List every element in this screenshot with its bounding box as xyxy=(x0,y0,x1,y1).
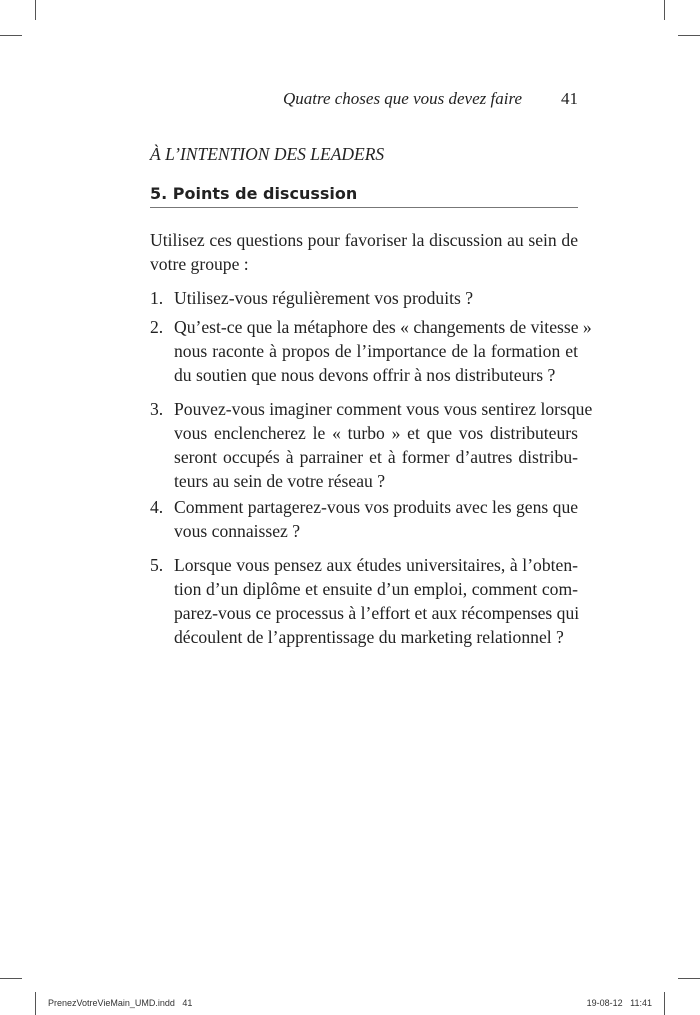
text-line: vous enclencherez le « turbo » et que vos distributeurs xyxy=(174,423,578,443)
item-number: 4. xyxy=(150,497,164,517)
text-line: Comment partagerez-vous vos produits avec les gens que xyxy=(174,497,579,517)
text-line: seront occupés à parrainer et à former d’autres distribu- xyxy=(174,447,578,467)
item-number: 1. xyxy=(150,288,164,308)
crop-mark xyxy=(35,0,36,20)
item-number: 5. xyxy=(150,555,164,575)
section-label: À L’INTENTION DES LEADERS xyxy=(150,144,385,164)
text-line: vous connaissez ? xyxy=(174,521,301,541)
crop-mark xyxy=(678,35,700,36)
text-line: du soutien que nous devons offrir à nos distributeurs ? xyxy=(174,365,556,385)
crop-mark xyxy=(0,978,22,979)
crop-mark xyxy=(0,35,22,36)
list-item xyxy=(150,286,578,310)
section-heading: 5. Points de discussion xyxy=(150,184,358,203)
page-number: 41 xyxy=(561,89,578,108)
text-line: tion d’un diplôme et ensuite d’un emploi, comment com- xyxy=(174,579,578,599)
slug-date: 19-08-12 11:41 xyxy=(586,998,652,1008)
list-item xyxy=(150,495,578,543)
text-line: Qu’est-ce que la métaphore des « changements de vitesse » xyxy=(174,317,592,337)
crop-mark xyxy=(664,992,665,1015)
item-text xyxy=(174,495,578,543)
text-line: nous raconte à propos de l’importance de la formation et xyxy=(174,341,578,361)
item-number: 3. xyxy=(150,399,164,419)
crop-mark xyxy=(664,0,665,20)
text-line: votre groupe : xyxy=(150,254,249,274)
crop-mark xyxy=(678,978,700,979)
text-line: découlent de l’apprentissage du marketing relationnel ? xyxy=(174,627,564,647)
item-text xyxy=(174,286,578,310)
running-title: Quatre choses que vous devez faire xyxy=(282,89,522,108)
text-line: Pouvez-vous imaginer comment vous vous sentirez lorsque xyxy=(174,399,593,419)
list-item xyxy=(150,397,593,493)
text-line: Utilisez ces questions pour favoriser la discussion au sein de xyxy=(150,230,578,250)
text-line: Lorsque vous pensez aux études universitaires, à l’obten- xyxy=(174,555,578,575)
heading-rule xyxy=(150,207,578,208)
item-text xyxy=(174,315,592,387)
item-text xyxy=(174,553,578,649)
list-item xyxy=(150,553,578,649)
item-number: 2. xyxy=(150,317,164,337)
intro-paragraph xyxy=(150,228,578,276)
list-item xyxy=(150,315,592,387)
crop-mark xyxy=(35,992,36,1015)
text-line: Utilisez-vous régulièrement vos produits ? xyxy=(174,288,474,308)
slug-filename: PrenezVotreVieMain_UMD.indd 41 xyxy=(48,998,193,1008)
text-line: parez-vous ce processus à l’effort et aux récompenses qui xyxy=(174,603,580,623)
item-text xyxy=(174,397,593,493)
text-line: teurs au sein de votre réseau ? xyxy=(174,471,386,491)
